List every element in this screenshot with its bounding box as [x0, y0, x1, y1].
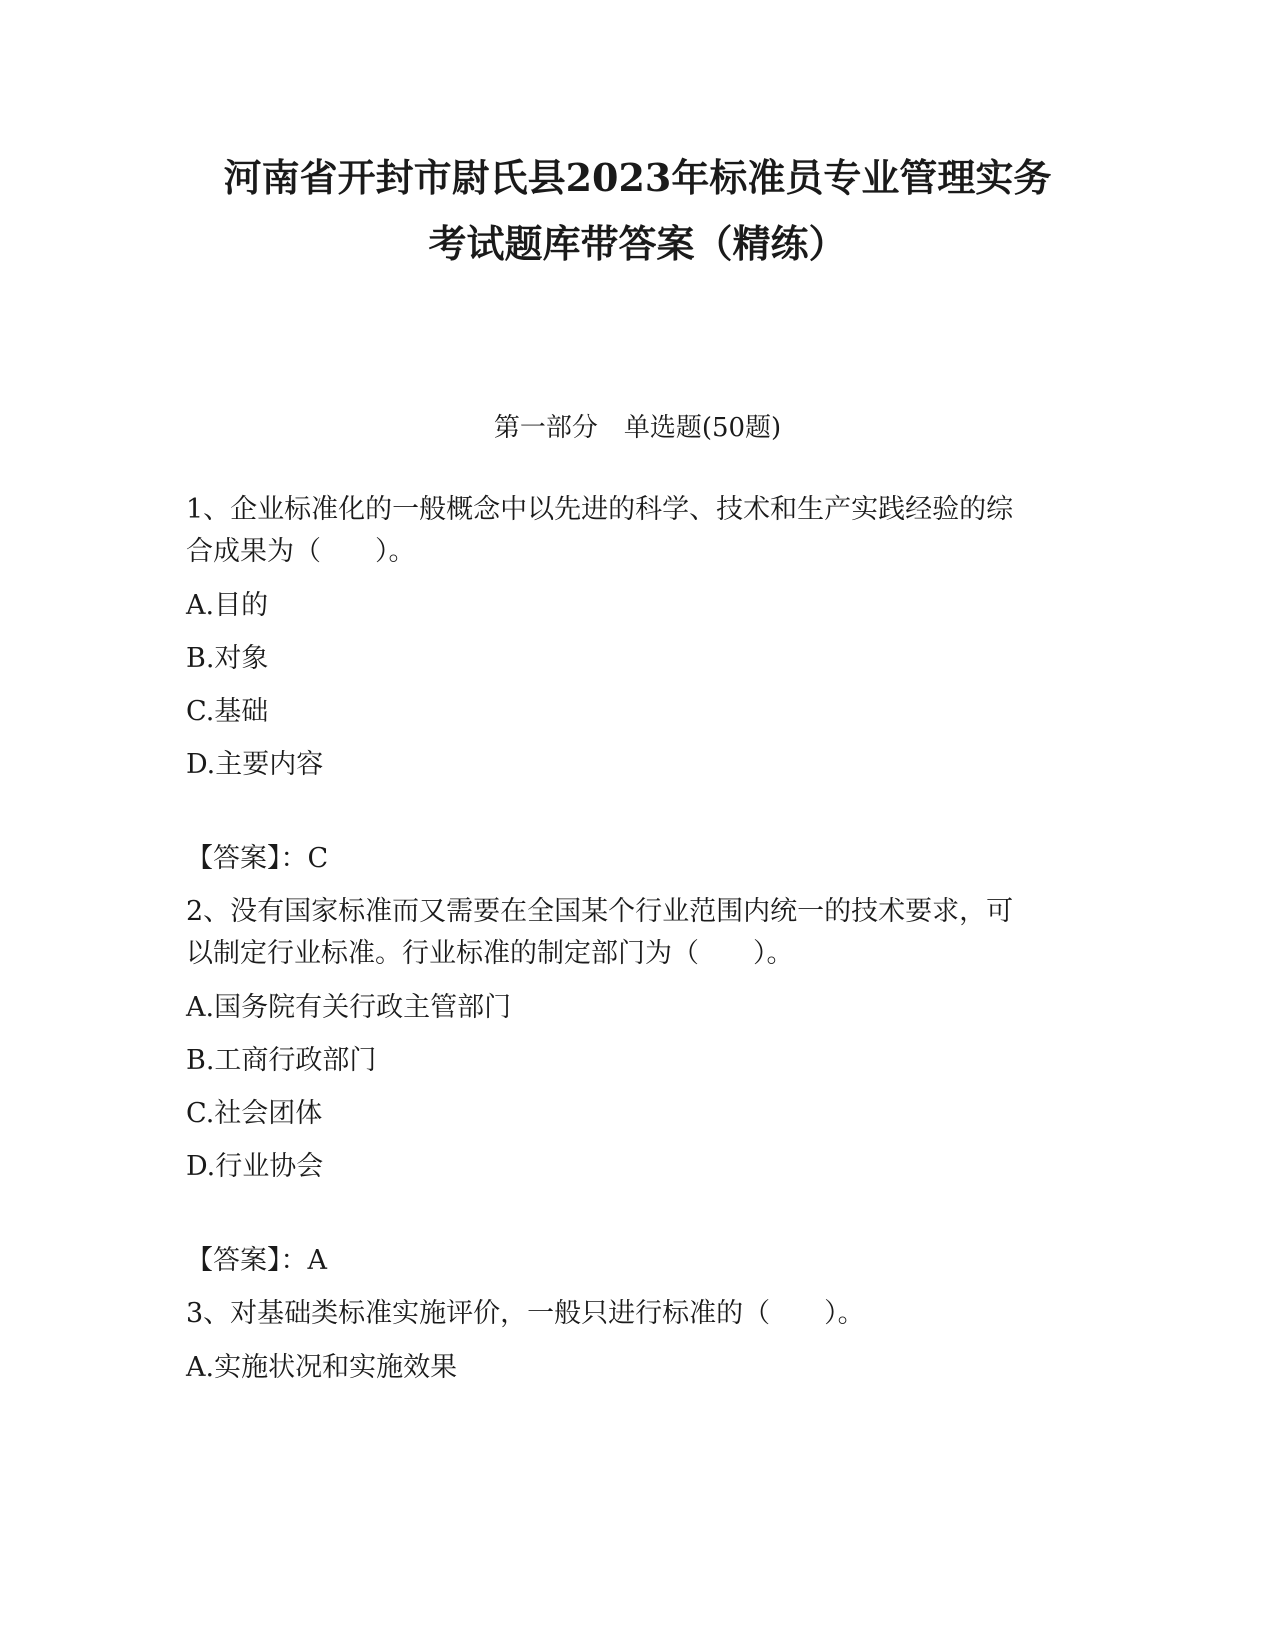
question-1-option-b: B.对象	[186, 643, 269, 674]
question-2-stem-line1: 2、没有国家标准而又需要在全国某个行业范围内统一的技术要求，可	[186, 896, 1014, 927]
question-1-answer: 【答案】：C	[186, 843, 329, 874]
question-1-option-d: D.主要内容	[186, 749, 324, 780]
question-2-answer: 【答案】：A	[186, 1245, 327, 1276]
section-heading: 第一部分 单选题(50题)	[493, 413, 782, 443]
question-3-option-a: A.实施状况和实施效果	[186, 1352, 458, 1383]
question-2-option-d: D.行业协会	[186, 1151, 324, 1182]
question-1-option-c: C.基础	[186, 696, 269, 727]
question-2-option-b: B.工商行政部门	[186, 1045, 377, 1076]
document-title-line2: 考试题库带答案（精练）	[428, 221, 847, 266]
question-3-stem-line1: 3、对基础类标准实施评价，一般只进行标准的（ ）。	[186, 1298, 865, 1329]
question-2-stem-line2: 以制定行业标准。行业标准的制定部门为（ ）。	[186, 938, 794, 969]
question-1-stem-line1: 1、企业标准化的一般概念中以先进的科学、技术和生产实践经验的综	[186, 494, 1014, 525]
question-2-option-c: C.社会团体	[186, 1098, 323, 1129]
question-1-option-a: A.目的	[186, 590, 269, 621]
document-title-line1: 河南省开封市尉氏县2023年标准员专业管理实务	[223, 155, 1052, 200]
question-1-stem-line2: 合成果为（ ）。	[186, 536, 416, 567]
question-2-option-a: A.国务院有关行政主管部门	[186, 992, 512, 1023]
